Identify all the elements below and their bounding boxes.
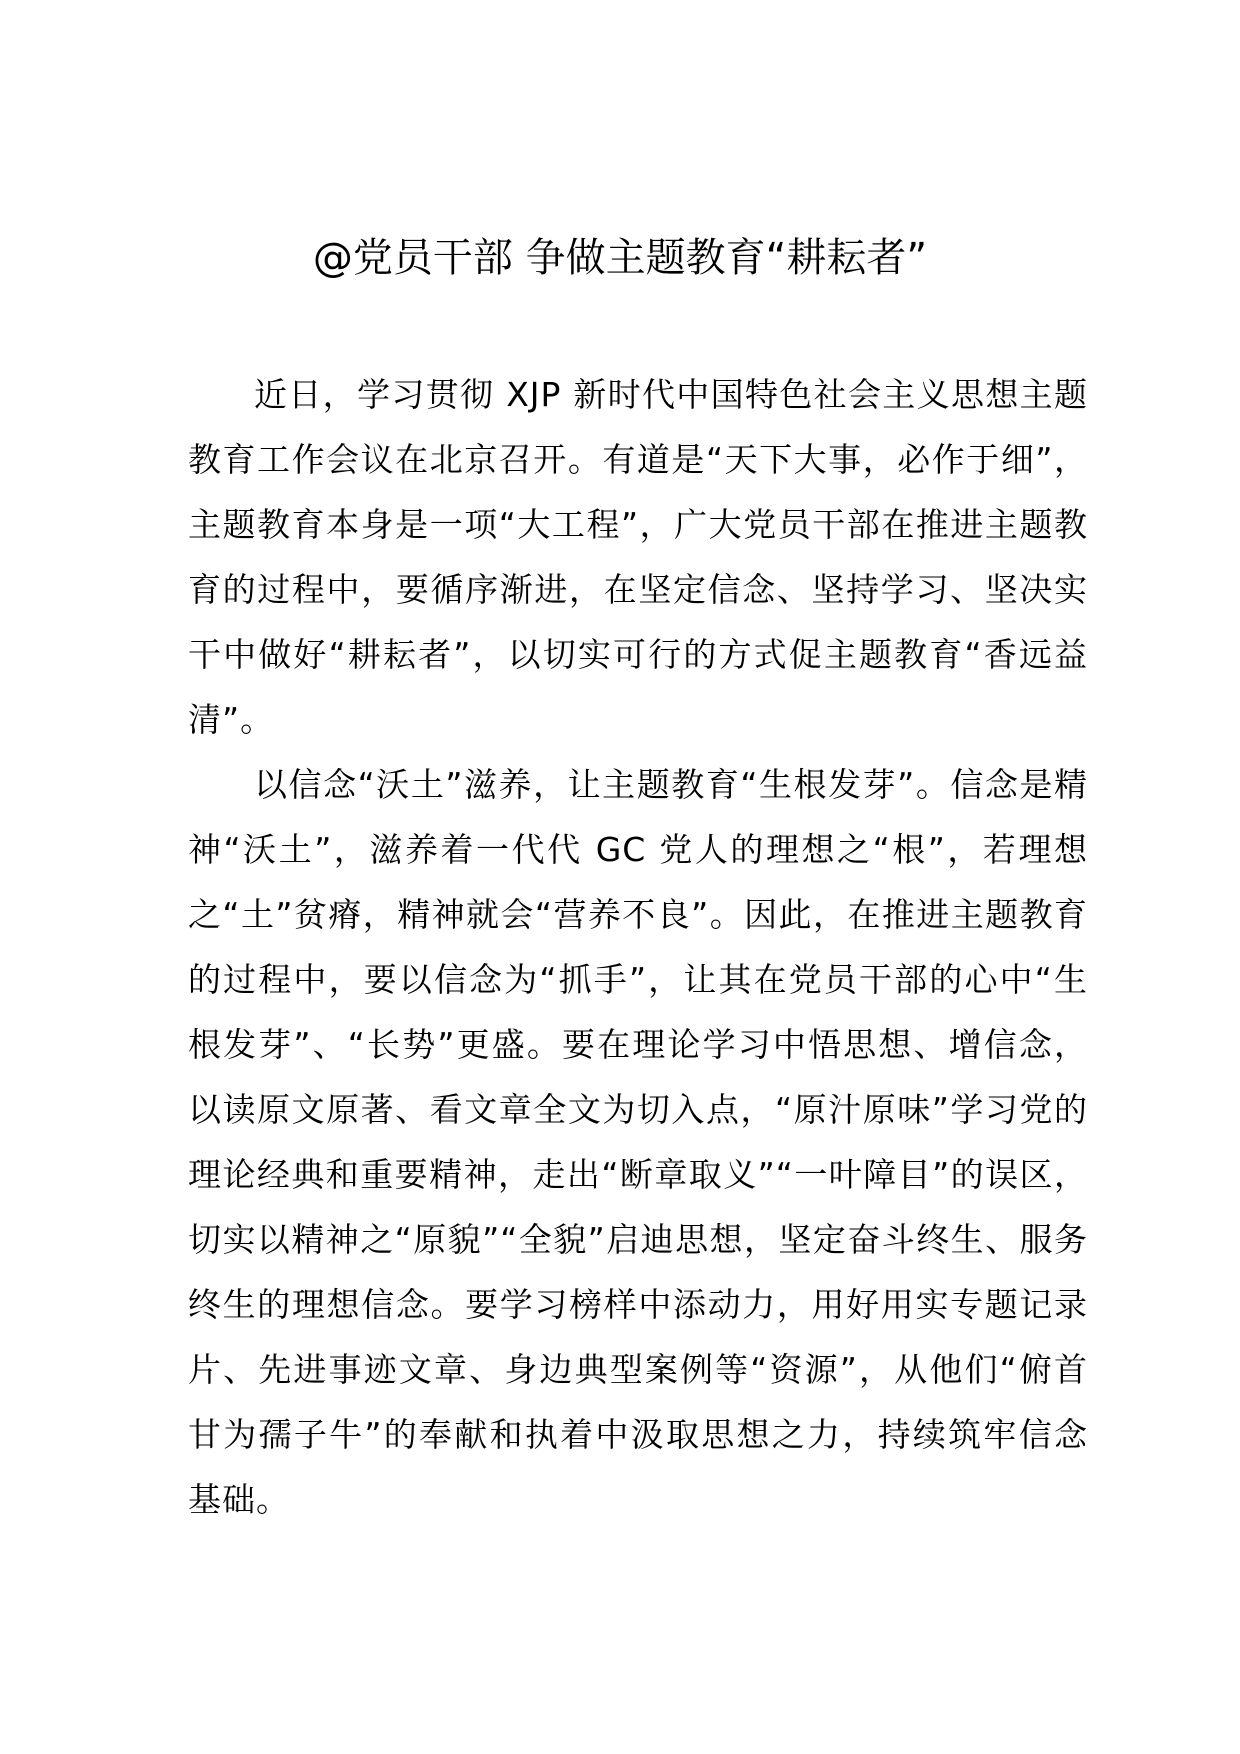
document-title: @党员干部 争做主题教育“耕耘者” bbox=[312, 235, 928, 281]
document-body bbox=[188, 362, 1088, 1532]
paragraph-2: 以信念“沃土”滋养，让主题教育“生根发芽”。信念是精神“沃土”，滋养着一代代 GC 党人的理想之“根”，若理想之“土”贫瘠，精神就会“营养不良”。因此，在推进主题教育的过程中，要以信念为“抓手”，让其在党员干部的心中“生根发芽”、“长势”更盛。要在理论学习中悟思想、增信念，以读原文原著、看文章全文为切入点，“原汁原味”学习党的理论经典和重要精神，走出“断章取义”“一叶障目”的误区，切实以精神之“原貌”“全貌”启迪思想，坚定奋斗终生、服务终生的理想信念。要学习榜样中添动力，用好用实专题记录片、先进事迹文章、身边典型案例等“资源”，从他们“俯首甘为孺子牛”的奉献和执着中汲取思想之力，持续筑牢信念基础。 bbox=[188, 765, 1088, 1519]
paragraph-1: 近日，学习贯彻 XJP 新时代中国特色社会主义思想主题教育工作会议在北京召开。有道是“天下大事，必作于细”，主题教育本身是一项“大工程”，广大党员干部在推进主题教育的过程中，要循序渐进，在坚定信念、坚持学习、坚决实干中做好“耕耘者”，以切实可行的方式促主题教育“香远益清”。 bbox=[188, 375, 1088, 739]
